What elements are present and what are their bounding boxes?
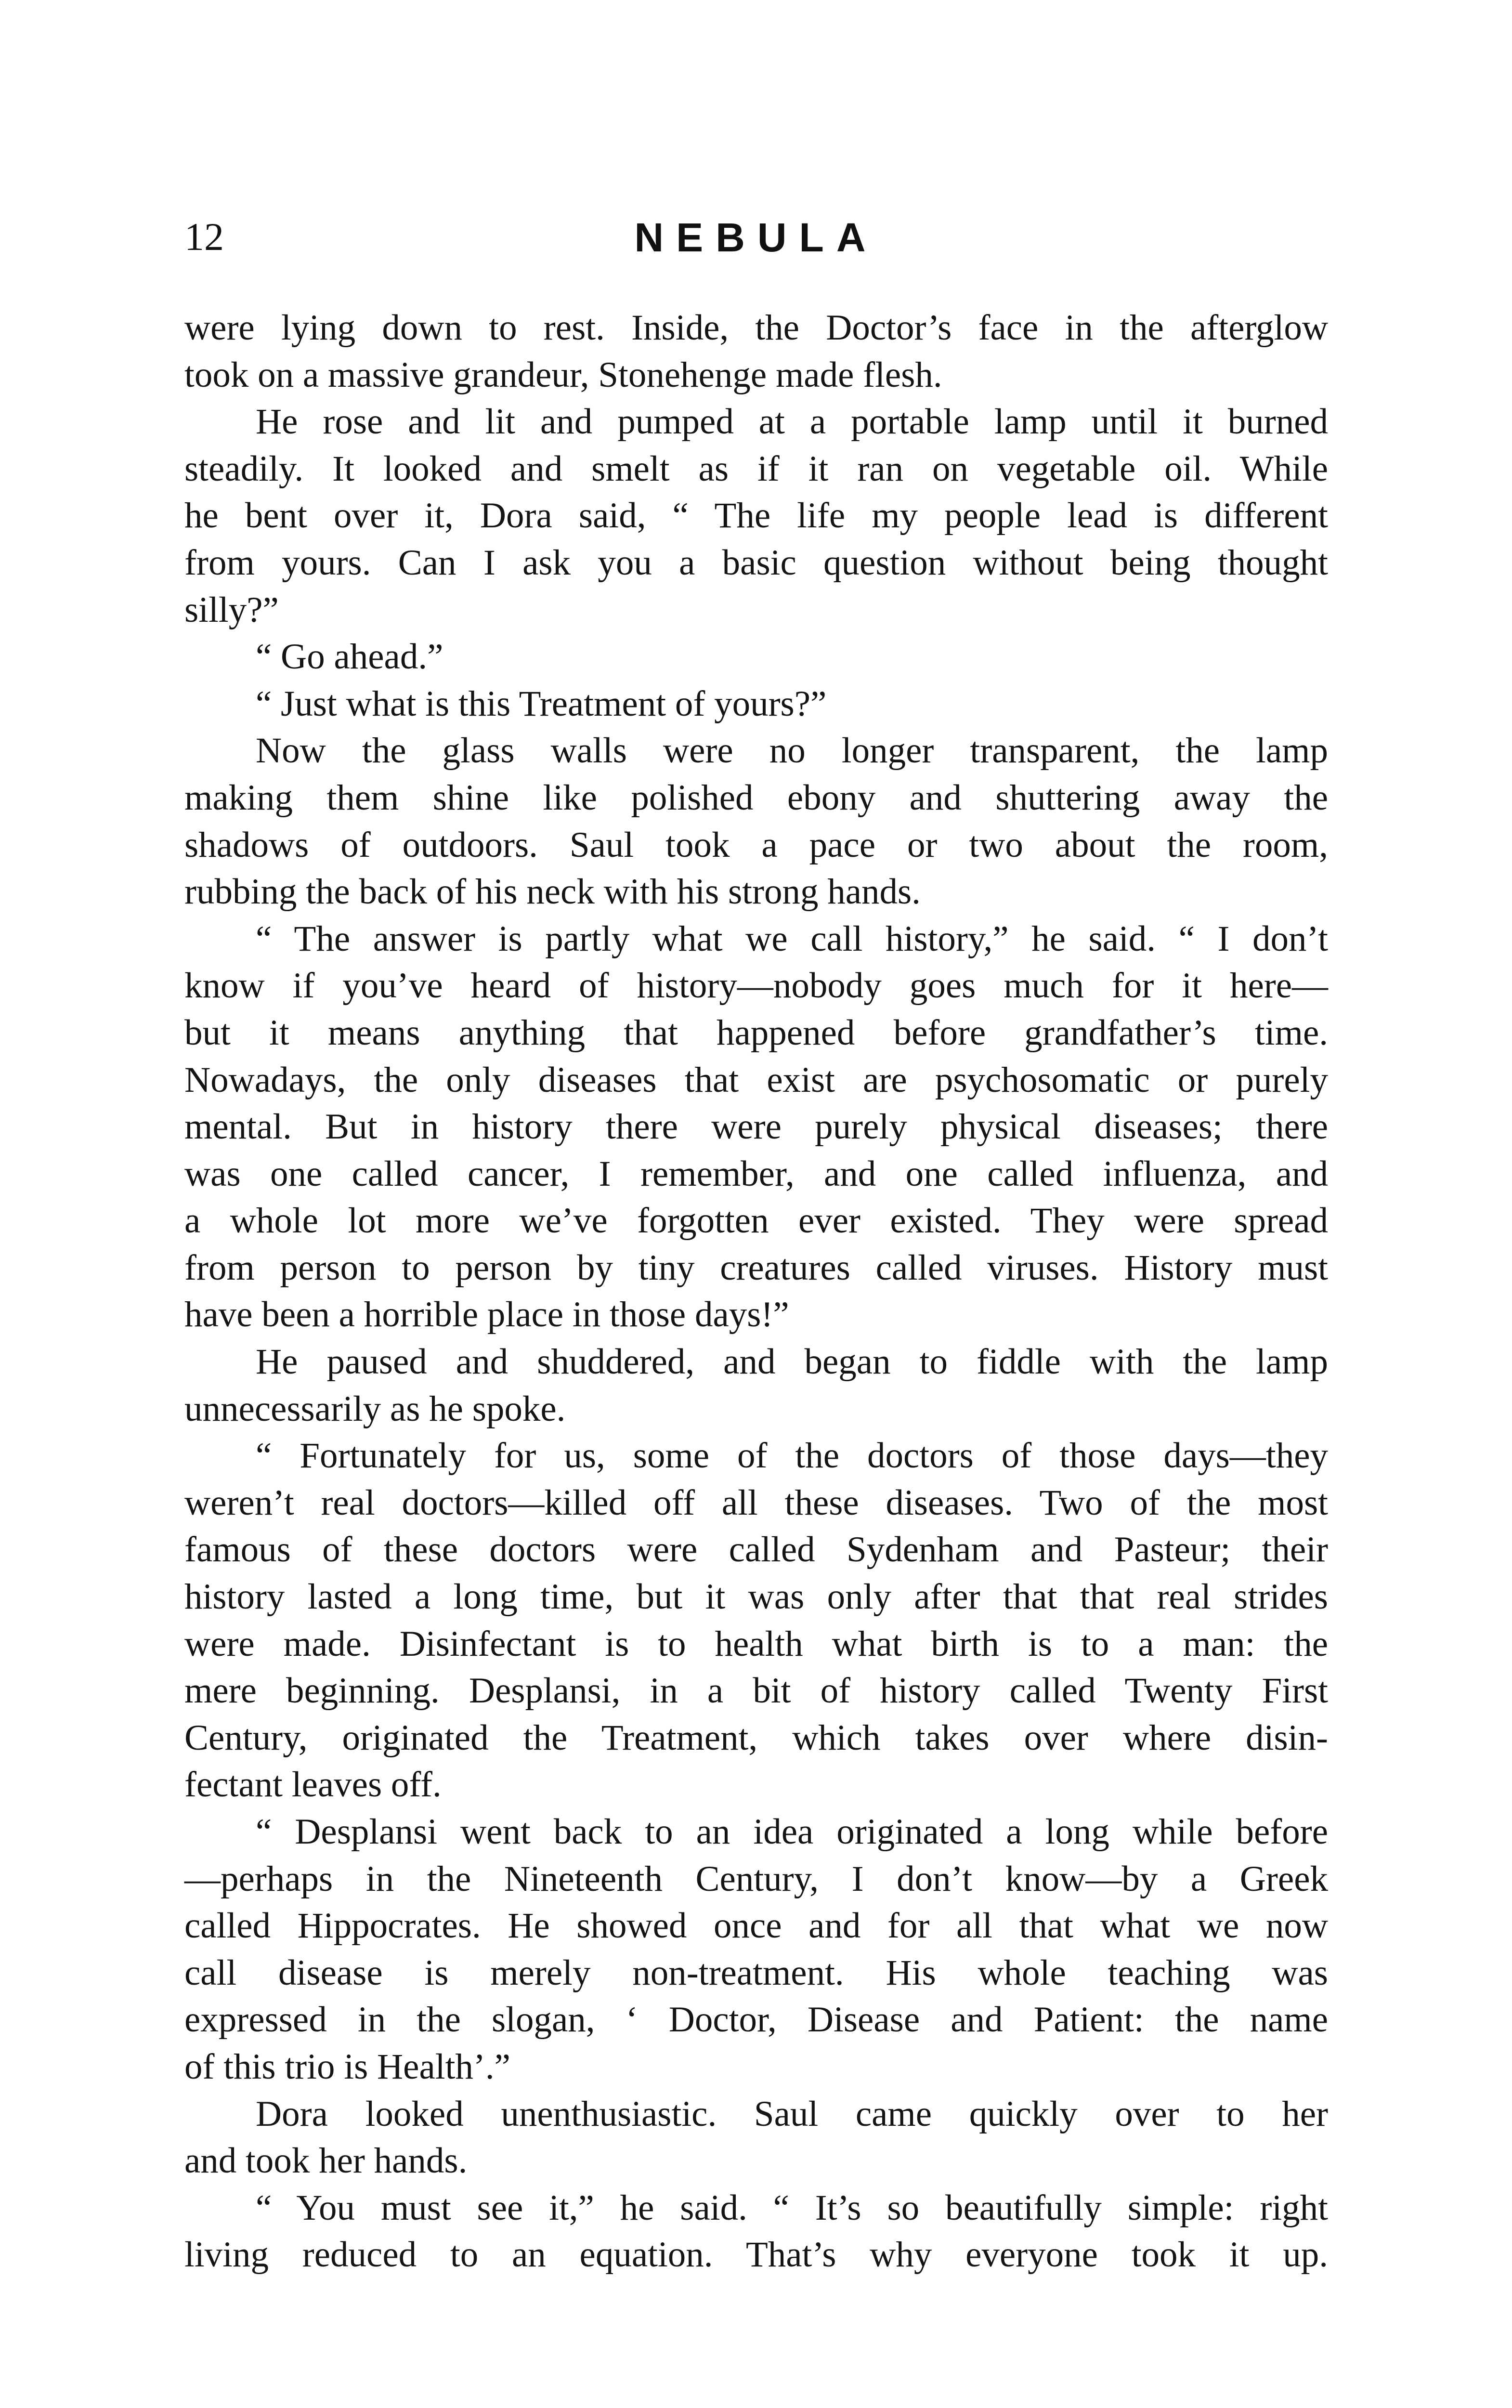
text-line: mere beginning. Desplansi, in a bit of history called Twenty First <box>184 1671 1328 1711</box>
text-line: “ Just what is this Treatment of yours?” <box>256 683 827 724</box>
text-line: rubbing the back of his neck with his strong hands. <box>184 872 921 912</box>
text-line: know if you’ve heard of history—nobody goes much for it here— <box>184 966 1328 1006</box>
text-line: “ Fortunately for us, some of the doctors of those days—they <box>256 1436 1328 1476</box>
text-line: and took her hands. <box>184 2141 468 2181</box>
text-line: Now the glass walls were no longer transparent, the lamp <box>256 731 1328 771</box>
text-line: called Hippocrates. He showed once and for all that what we now <box>184 1906 1328 1946</box>
text-line: Dora looked unenthusiastic. Saul came quickly over to her <box>256 2094 1328 2134</box>
text-line: fectant leaves off. <box>184 1765 442 1805</box>
text-line: He paused and shuddered, and began to fiddle with the lamp <box>256 1342 1328 1382</box>
text-line: mental. But in history there were purely physical diseases; there <box>184 1107 1328 1147</box>
text-line: expressed in the slogan, ‘ Doctor, Disease and Patient: the name <box>184 2000 1328 2040</box>
text-line: famous of these doctors were called Sydenham and Pasteur; their <box>184 1530 1328 1570</box>
text-line: a whole lot more we’ve forgotten ever existed. They were spread <box>184 1201 1328 1241</box>
text-line: history lasted a long time, but it was only after that that real strides <box>184 1577 1328 1617</box>
text-line: of this trio is Health’.” <box>184 2046 510 2087</box>
text-line: he bent over it, Dora said, “ The life my people lead is different <box>184 496 1328 536</box>
body-text <box>184 304 1328 2278</box>
text-line: were lying down to rest. Inside, the Doctor’s face in the afterglow <box>184 308 1328 348</box>
text-line: weren’t real doctors—killed off all these diseases. Two of the most <box>184 1482 1328 1523</box>
text-line: call disease is merely non-treatment. His whole teaching was <box>184 1952 1328 1993</box>
text-line: silly?” <box>184 589 279 630</box>
text-line: but it means anything that happened before grandfather’s time. <box>184 1012 1328 1053</box>
text-line: —perhaps in the Nineteenth Century, I don’t know—by a Greek <box>184 1858 1328 1899</box>
page-header <box>184 214 1328 272</box>
text-line: Century, originated the Treatment, which takes over where disin- <box>184 1717 1328 1758</box>
text-line: He rose and lit and pumped at a portable lamp until it burned <box>256 402 1328 442</box>
text-line: “ The answer is partly what we call history,” he said. “ I don’t <box>256 918 1328 959</box>
text-line: making them shine like polished ebony and shuttering away the <box>184 777 1328 818</box>
text-line: living reduced to an equation. That’s why everyone took it up. <box>184 2235 1328 2275</box>
text-line: Nowadays, the only diseases that exist are psychosomatic or purely <box>184 1060 1328 1100</box>
text-line: unnecessarily as he spoke. <box>184 1388 566 1429</box>
text-line: have been a horrible place in those days!” <box>184 1295 789 1335</box>
text-line: was one called cancer, I remember, and one called influenza, and <box>184 1153 1328 1194</box>
text-line: “ Desplansi went back to an idea originated a long while before <box>256 1812 1328 1852</box>
page-number: 12 <box>184 215 224 259</box>
text-line: were made. Disinfectant is to health what birth is to a man: the <box>184 1623 1328 1664</box>
text-line: steadily. It looked and smelt as if it ran on vegetable oil. While <box>184 448 1328 489</box>
text-line: shadows of outdoors. Saul took a pace or two about the room, <box>184 824 1328 865</box>
text-line: took on a massive grandeur, Stonehenge made flesh. <box>184 354 942 395</box>
text-line: “ You must see it,” he said. “ It’s so beautifully simple: right <box>256 2187 1328 2228</box>
running-title: NEBULA <box>634 215 878 260</box>
text-line: from person to person by tiny creatures called viruses. History must <box>184 1247 1328 1288</box>
text-line: from yours. Can I ask you a basic question without being thought <box>184 542 1328 583</box>
text-line: “ Go ahead.” <box>256 637 443 677</box>
